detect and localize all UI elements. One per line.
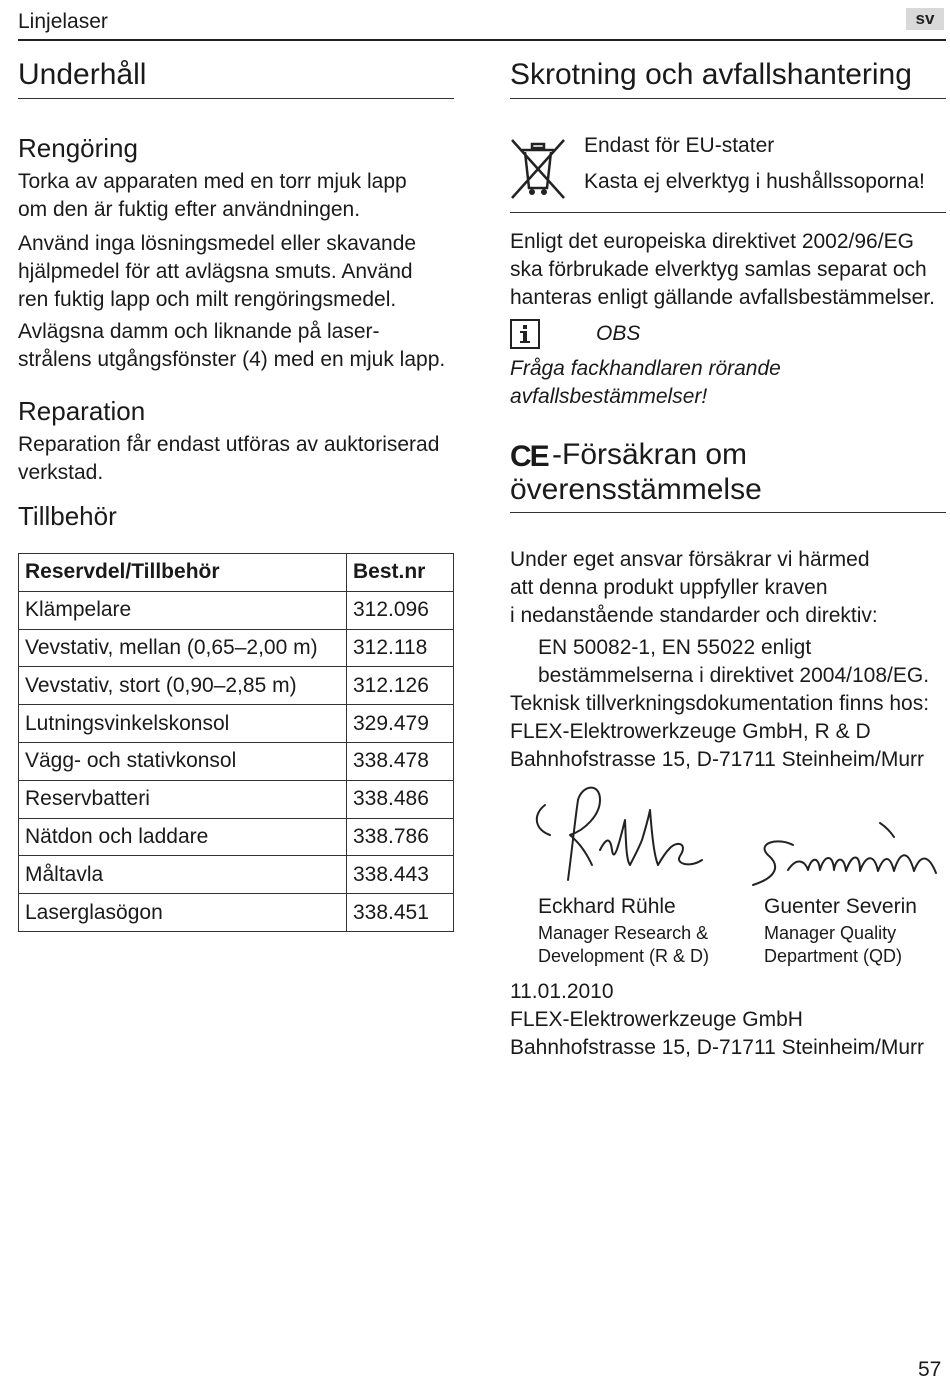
eu-only-text: Endast för EU-stater — [584, 134, 775, 157]
signatory-1-role: Manager Research & Development (R & D) — [538, 923, 710, 966]
cleaning-heading: Rengöring — [18, 133, 138, 163]
declaration-paragraph: Under eget ansvar försäkrar vi härmed att denna produkt uppfyller kraven i nedanstående standarder och direktiv: — [510, 548, 878, 627]
disposal-heading: Skrotning och avfallshantering — [510, 58, 912, 91]
directive-paragraph: Enligt det europeiska direktivet 2002/96/EG ska förbrukade elverktyg samlas separat och hanteras enligt gällande avfallsbestämmelser. — [510, 230, 935, 309]
table-row — [19, 818, 454, 856]
part-name: Vägg- och stativkonsol — [19, 742, 347, 780]
part-name: Klämpelare — [19, 591, 347, 629]
accessories-table — [18, 553, 454, 932]
part-name: Måltavla — [19, 856, 347, 894]
column-header-part: Reservdel/Tillbehör — [19, 554, 347, 592]
repair-paragraph: Reparation får endast utföras av auktoriserad verkstad. — [18, 433, 440, 484]
disposal-rule — [510, 98, 946, 99]
table-row — [19, 629, 454, 667]
techdoc-paragraph: Teknisk tillverkningsdokumentation finns hos: FLEX-Elektrowerkzeuge GmbH, R & D Bahnhofstrasse 15, D-71711 Steinheim/Murr — [510, 692, 930, 771]
standards-paragraph: EN 50082-1, EN 55022 enligt bestämmelserna i direktivet 2004/108/EG. — [538, 636, 930, 687]
column-header-order-number: Best.nr — [347, 554, 454, 592]
order-number: 312.118 — [347, 629, 454, 667]
ce-heading-line-2: överensstämmelse — [510, 473, 762, 506]
signature-ruhle — [530, 780, 705, 890]
date-and-address: 11.01.2010 FLEX-Elektrowerkzeuge GmbH Bahnhofstrasse 15, D-71711 Steinheim/Murr — [510, 980, 924, 1059]
table-row — [19, 667, 454, 705]
table-row — [19, 591, 454, 629]
cleaning-paragraph-3: Avlägsna damm och liknande på laser- strålens utgångsfönster (4) med en mjuk lapp. — [18, 320, 446, 371]
order-number: 338.786 — [347, 818, 454, 856]
table-row — [19, 742, 454, 780]
part-name: Lutningsvinkelskonsol — [19, 705, 347, 743]
order-number: 312.096 — [347, 591, 454, 629]
page-number: 57 — [918, 1358, 942, 1381]
part-name: Nätdon och laddare — [19, 818, 347, 856]
order-number: 312.126 — [347, 667, 454, 705]
signature-severin — [748, 815, 948, 895]
table-row — [19, 894, 454, 932]
running-header-title: Linjelaser — [18, 10, 108, 33]
order-number: 338.451 — [347, 894, 454, 932]
language-badge: sv — [906, 8, 944, 30]
maintenance-heading: Underhåll — [18, 58, 147, 91]
signatory-2-role: Manager Quality Department (QD) — [764, 923, 903, 966]
note-text: Fråga fackhandlaren rörande avfallsbestämmelser! — [510, 357, 781, 408]
ce-heading-line-1: -Försäkran om — [552, 438, 748, 471]
part-name: Laserglasögon — [19, 894, 347, 932]
part-name: Vevstativ, stort (0,90–2,85 m) — [19, 667, 347, 705]
disposal-divider — [510, 212, 946, 213]
table-header-row — [19, 554, 454, 592]
accessories-heading: Tillbehör — [18, 501, 117, 531]
part-name: Vevstativ, mellan (0,65–2,00 m) — [19, 629, 347, 667]
repair-heading: Reparation — [18, 396, 146, 426]
table-row — [19, 780, 454, 818]
ce-mark: CE — [510, 440, 548, 473]
part-name: Reservbatteri — [19, 780, 347, 818]
note-label: OBS — [596, 322, 641, 345]
order-number: 338.478 — [347, 742, 454, 780]
order-number: 329.479 — [347, 705, 454, 743]
header-rule — [18, 39, 946, 41]
order-number: 338.443 — [347, 856, 454, 894]
ce-rule — [510, 512, 946, 513]
maintenance-rule — [18, 98, 454, 99]
order-number: 338.486 — [347, 780, 454, 818]
table-row — [19, 856, 454, 894]
table-row — [19, 705, 454, 743]
cleaning-paragraph-2: Använd inga lösningsmedel eller skavande hjälpmedel för att avlägsna smuts. Använd ren fuktig lapp och milt rengöringsmedel. — [18, 232, 417, 311]
crossed-out-bin-icon — [510, 138, 566, 202]
signatory-1-name: Eckhard Rühle — [538, 895, 676, 918]
cleaning-paragraph-1: Torka av apparaten med en torr mjuk lapp om den är fuktig efter användningen. — [18, 170, 407, 221]
signatory-2-name: Guenter Severin — [764, 895, 917, 918]
no-household-text: Kasta ej elverktyg i hushållssoporna! — [584, 170, 925, 193]
info-icon — [510, 319, 540, 349]
